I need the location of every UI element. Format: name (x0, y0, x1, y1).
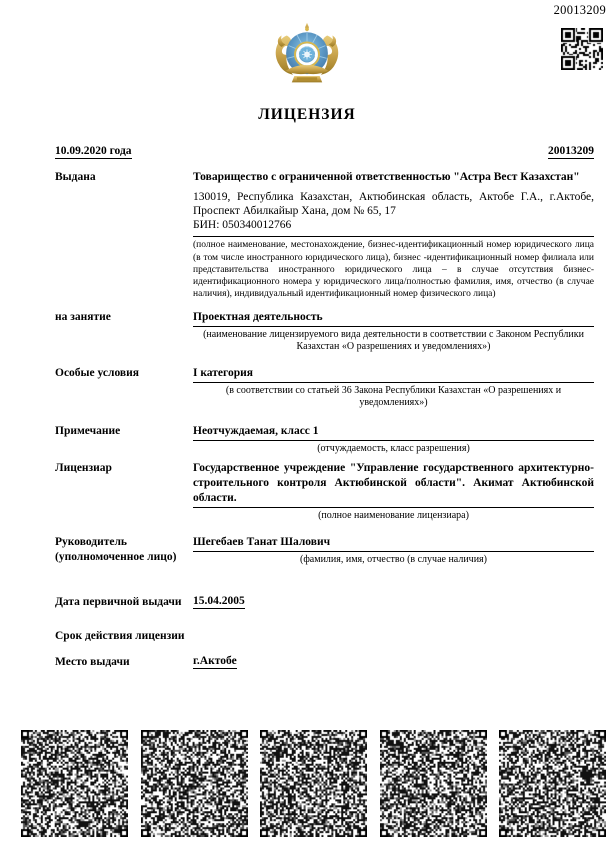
field-issued-to-label: Выдана (55, 171, 96, 184)
field-first-issue-date-label: Дата первичной выдачи (55, 596, 182, 609)
remark-value: Неотчуждаемая, класс 1 (193, 424, 594, 441)
field-issue-place (55, 655, 594, 670)
license-number: 20013209 (548, 145, 594, 159)
field-issued-to (55, 170, 594, 300)
company-bin: БИН: 050340012766 (193, 219, 292, 232)
field-first-issue-date (55, 595, 594, 610)
field-activity (55, 310, 594, 354)
validity-value (193, 629, 594, 644)
field-special-conditions (55, 366, 594, 410)
remark-caption: (отчуждаемость, класс разрешения) (317, 442, 470, 454)
qr-code-icon (561, 28, 603, 70)
special-conditions-caption: (в соответствии со статьей 36 Закона Республики Казахстан «О разрешениях и уведомлениях») (225, 384, 562, 409)
page-title: ЛИЦЕНЗИЯ (258, 106, 356, 123)
field-head-label-line2: (уполномоченное лицо) (55, 550, 177, 563)
issued-to-caption: (полное наименование, местонахождение, бизнес-идентификационный номер юридического лица (в том числе иностранного юридического лица), бизнес -идентификационный номер филиала или представительства иностранного юридического лица – в случае отсутствия бизнес-идентификационного номера у юридического лица/полностью фамилия, имя, отчество (в случае наличия), индивидуальный идентификационный номер физического лица) (193, 236, 594, 300)
licensor-caption: (полное наименование лицензиара) (318, 510, 469, 522)
field-special-conditions-label: Особые условия (55, 366, 139, 379)
licensor-value: Государственное учреждение "Управление государственного архитектурно-строительного контроля Актюбинской области". Акимат Актюбинской области. (193, 461, 594, 508)
data-matrix-block-1 (21, 730, 128, 837)
field-licensor (55, 461, 594, 523)
data-matrix-block-5 (499, 730, 606, 837)
company-address: 130019, Республика Казахстан, Актюбинская область, Актобе Г.А., г.Актобе, Проспект Абилкайыр Хана, дом № 65, 17 (193, 191, 594, 218)
field-remark-label: Примечание (55, 424, 121, 437)
issue-place-value: г.Актобе (193, 655, 237, 669)
activity-caption: (наименование лицензируемого вида деятельности в соответствии с Законом Республики Казахстан «О разрешениях и уведомлениях») (203, 328, 584, 353)
field-validity-label: Срок действия лицензии (55, 630, 185, 643)
data-matrix-block-3 (260, 730, 367, 837)
date-number-row (55, 145, 594, 159)
field-activity-label: на занятие (55, 310, 111, 323)
field-remark (55, 424, 594, 456)
activity-value: Проектная деятельность (193, 310, 594, 327)
field-head-label-line1: Руководитель (55, 535, 127, 548)
special-conditions-value: I категория (193, 366, 594, 383)
kazakhstan-emblem-icon (269, 21, 345, 98)
field-validity (55, 629, 594, 644)
document-number-top: 20013209 (553, 3, 606, 17)
head-caption: (фамилия, имя, отчество (в случае наличия) (300, 553, 487, 565)
company-name: Товарищество с ограниченной ответственностью "Астра Вест Казахстан" (193, 171, 580, 184)
issue-date: 10.09.2020 года (55, 145, 132, 159)
head-value: Шегебаев Танат Шалович (193, 535, 594, 552)
field-head (55, 535, 594, 567)
data-matrix-block-2 (141, 730, 248, 837)
barcode-strip (21, 730, 606, 837)
data-matrix-block-4 (380, 730, 487, 837)
field-issue-place-label: Место выдачи (55, 656, 130, 669)
field-licensor-label: Лицензиар (55, 462, 112, 475)
document-header (0, 0, 614, 100)
first-issue-date-value: 15.04.2005 (193, 595, 245, 609)
